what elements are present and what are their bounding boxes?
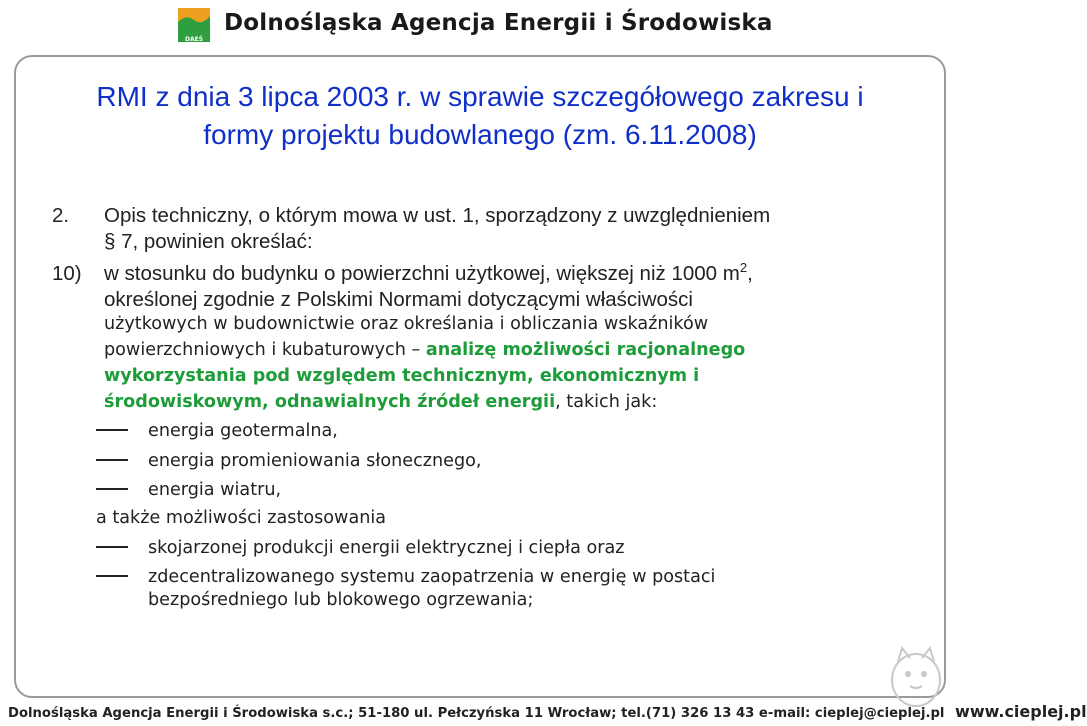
bullet-dash — [96, 546, 128, 548]
item-10-line-3: użytkowych w budownictwie oraz określania i obliczania wskaźników — [104, 314, 709, 334]
bullet-continuation: bezpośredniego lub blokowego ogrzewania; — [148, 590, 534, 610]
item-10-line-4-highlight: analizę możliwości racjonalnego — [425, 340, 746, 360]
slide-header — [0, 0, 960, 52]
item-2-number: 2. — [52, 204, 70, 227]
item-10-line-4-plain: powierzchniowych i kubaturowych – — [104, 340, 426, 360]
footer-website[interactable]: www.cieplej.pl — [955, 702, 1087, 721]
bullet-item: energia promieniowania słonecznego, — [148, 451, 482, 471]
bullet-dash — [96, 488, 128, 490]
item-2-line-2: § 7, powinien określać: — [104, 230, 313, 253]
header-title: Dolnośląska Agencja Energii i Środowiska — [224, 10, 773, 36]
title-line-2: formy projektu budowlanego (zm. 6.11.2008) — [203, 119, 757, 150]
also-text: a także możliwości zastosowania — [96, 508, 387, 528]
item-10-line-1 — [104, 262, 753, 286]
item-10-line-6-highlight: środowiskowym, odnawialnych źródeł energii — [104, 392, 556, 412]
item-10-number: 10) — [52, 262, 82, 285]
bullet-item: energia wiatru, — [148, 480, 282, 500]
item-10-line-1-text: w stosunku do budynku o powierzchni użytkowej, większej niż 1000 m — [104, 262, 740, 285]
bullet-item: energia geotermalna, — [148, 421, 338, 441]
slide-footer — [0, 700, 1087, 726]
item-10-line-2: określonej zgodnie z Polskimi Normami dotyczącymi właściwości — [104, 288, 693, 311]
bullet-item: zdecentralizowanego systemu zaopatrzenia w energię w postaci — [148, 567, 716, 587]
footer-contact — [8, 702, 1087, 721]
slide-title — [20, 78, 940, 154]
logo-text: DAEŚ — [184, 36, 204, 43]
item-10-line-6-plain: , takich jak: — [555, 392, 658, 412]
title-line-1: RMI z dnia 3 lipca 2003 r. w sprawie szczegółowego zakresu i — [96, 81, 864, 112]
daes-logo — [178, 8, 210, 42]
bullet-dash — [96, 429, 128, 431]
bullet-dash — [96, 575, 128, 577]
item-10-line-1-end: , — [747, 262, 753, 285]
item-10-line-5-highlight: wykorzystania pod względem technicznym, ekonomicznym i — [104, 366, 700, 386]
item-2-line-1: Opis techniczny, o którym mowa w ust. 1, sporządzony z uwzględnieniem — [104, 204, 771, 227]
bullet-dash — [96, 459, 128, 461]
item-10-line-6 — [104, 392, 657, 412]
bullet-item: skojarzonej produkcji energii elektrycznej i ciepła oraz — [148, 538, 625, 558]
item-10-superscript: 2 — [739, 260, 748, 276]
footer-contact-text: Dolnośląska Agencja Energii i Środowiska s.c.; 51-180 ul. Pełczyńska 11 Wrocław; tel.(71) 326 13 43 e-mail: cieplej@cieplej.pl — [8, 706, 945, 721]
item-10-line-4 — [104, 340, 745, 360]
